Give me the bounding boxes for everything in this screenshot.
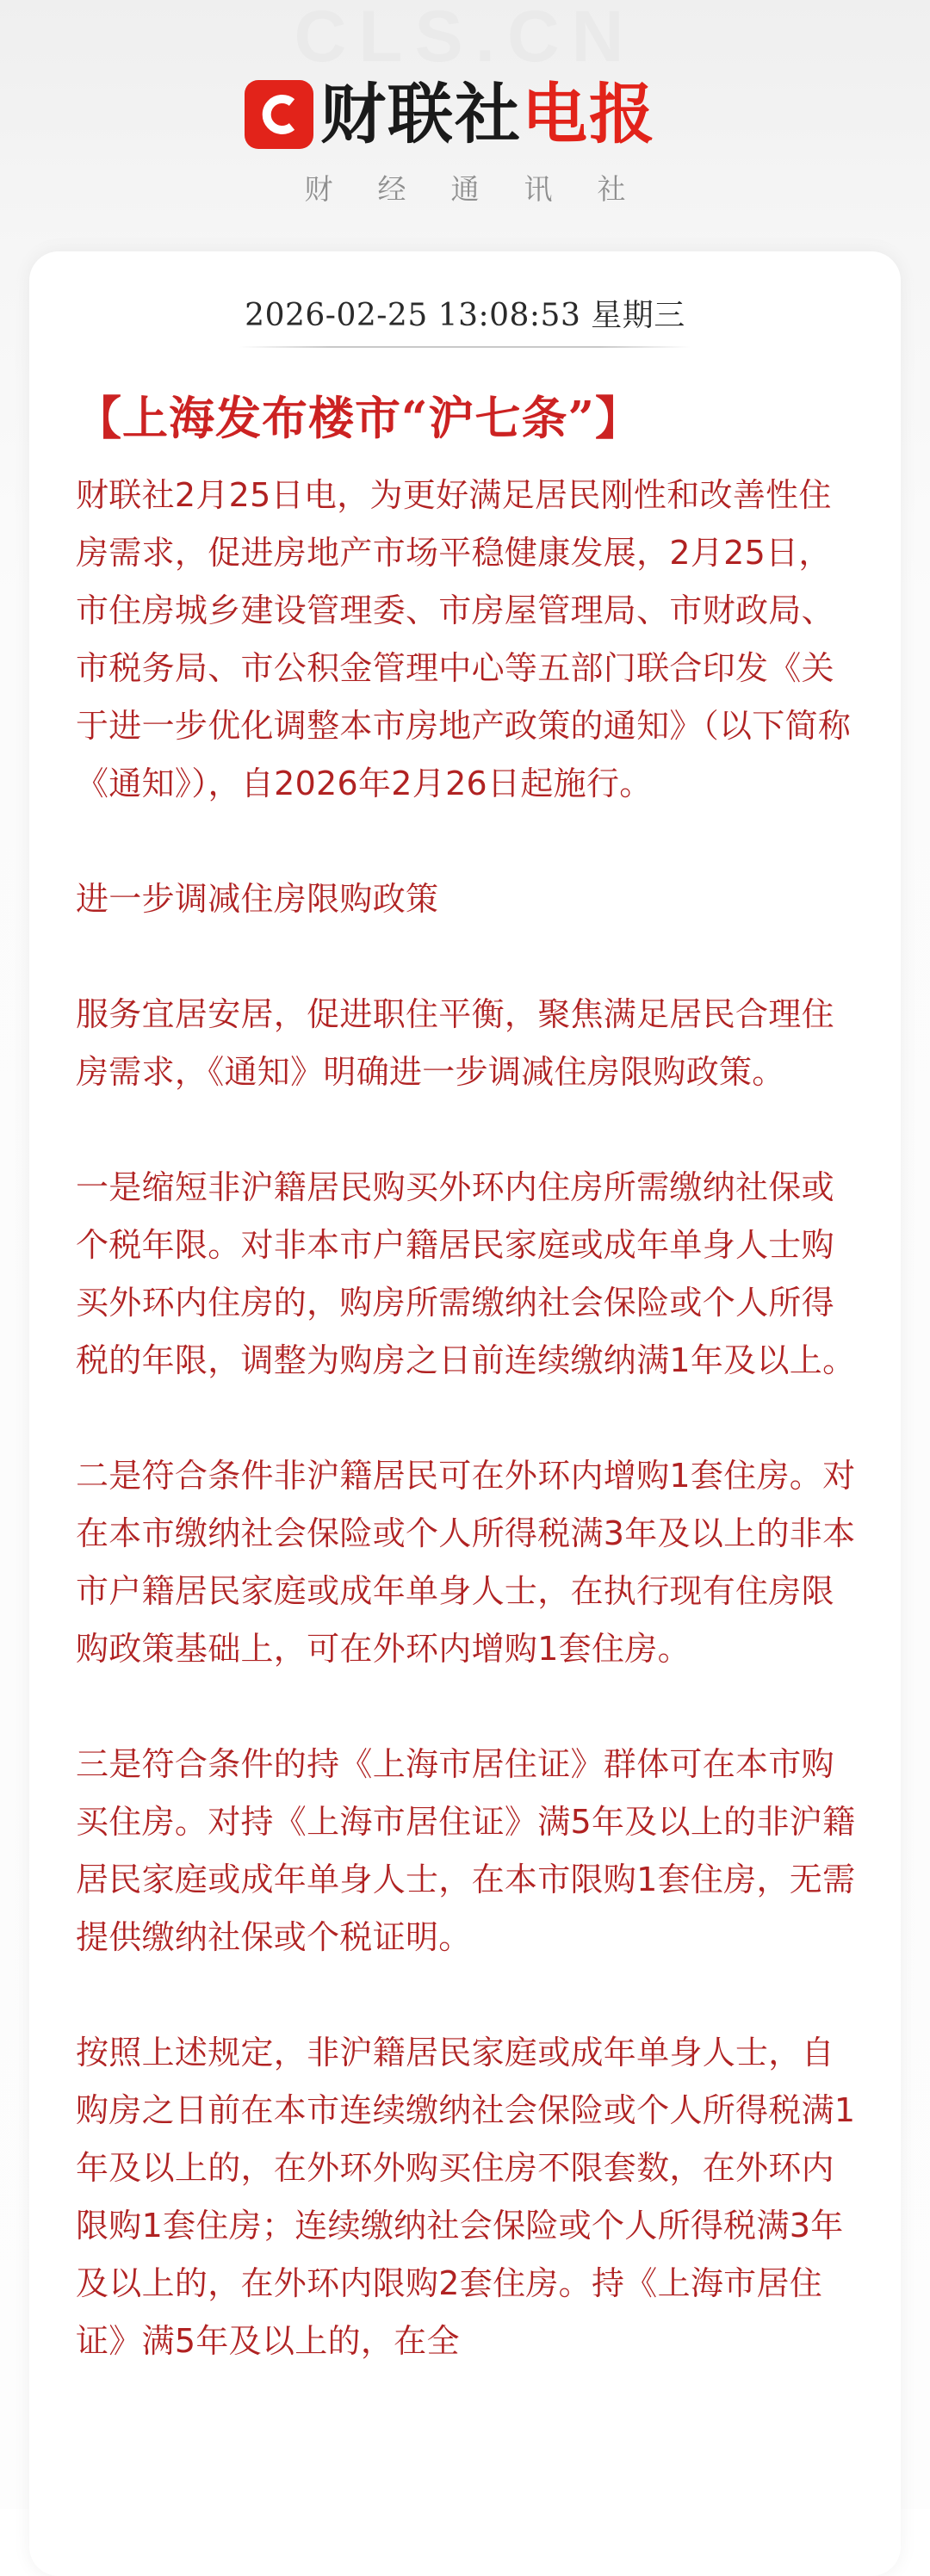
brand-header (0, 67, 930, 206)
article-paragraph: 按照上述规定，非沪籍居民家庭或成年单身人士，自购房之日前在本市连续缴纳社会保险或个人所得税满1年及以上的，在外环外购买住房不限套数，在外环内限购1套住房；连续缴纳社会保险或个人所得税满3年及以上的，在外环内限购2套住房。持《上海市居住证》满5年及以上的，在全 (76, 2034, 856, 2360)
article-paragraph: 财联社2月25日电，为更好满足居民刚性和改善性住房需求，促进房地产市场平稳健康发展，2月25日，市住房城乡建设管理委、市房屋管理局、市财政局、市税务局、市公积金管理中心等五部门联合印发《关于进一步优化调整本市房地产政策的通知》（以下简称《通知》），自2026年2月26日起施行。 (76, 476, 852, 802)
logo-c-glyph (253, 89, 305, 140)
logo-wordmark (320, 76, 656, 153)
logo-name-black: 财联社 (320, 76, 522, 152)
article-paragraph: 三是符合条件的持《上海市居住证》群体可在本市购买住房。对持《上海市居住证》满5年及以上的非沪籍居民家庭或成年单身人士，在本市限购1套住房，无需提供缴纳社保或个税证明。 (76, 1745, 856, 1956)
logo-c-icon (245, 80, 313, 149)
datetime-divider (239, 346, 691, 348)
article-title: 【上海发布楼市“沪七条”】 (76, 392, 642, 445)
article-body (76, 467, 861, 2428)
article-paragraph: 二是符合条件非沪籍居民可在外环内增购1套住房。对在本市缴纳社会保险或个人所得税满3年及以上的非本市户籍居民家庭或成年单身人士，在执行现有住房限购政策基础上，可在外环内增购1套住房。 (76, 1457, 856, 1668)
article-paragraph: 一是缩短非沪籍居民购买外环内住房所需缴纳社保或个税年限。对非本市户籍居民家庭或成年单身人士购买外环内住房的，购房所需缴纳社会保险或个人所得税的年限，调整为购房之日前连续缴纳满1年及以上。 (76, 1168, 856, 1379)
watermark: CLS.CN (294, 0, 636, 77)
article-paragraph: 服务宜居安居，促进职住平衡，聚焦满足居民合理住房需求，《通知》明确进一步调减住房限购政策。 (76, 995, 834, 1091)
article-datetime: 2026-02-25 13:08:53 星期三 (245, 298, 685, 333)
logo-name-red: 电报 (522, 76, 656, 152)
brand-logo (245, 76, 656, 153)
brand-tagline: 财经通讯社 (304, 172, 671, 206)
article-section-heading: 进一步调减住房限购政策 (76, 880, 439, 918)
